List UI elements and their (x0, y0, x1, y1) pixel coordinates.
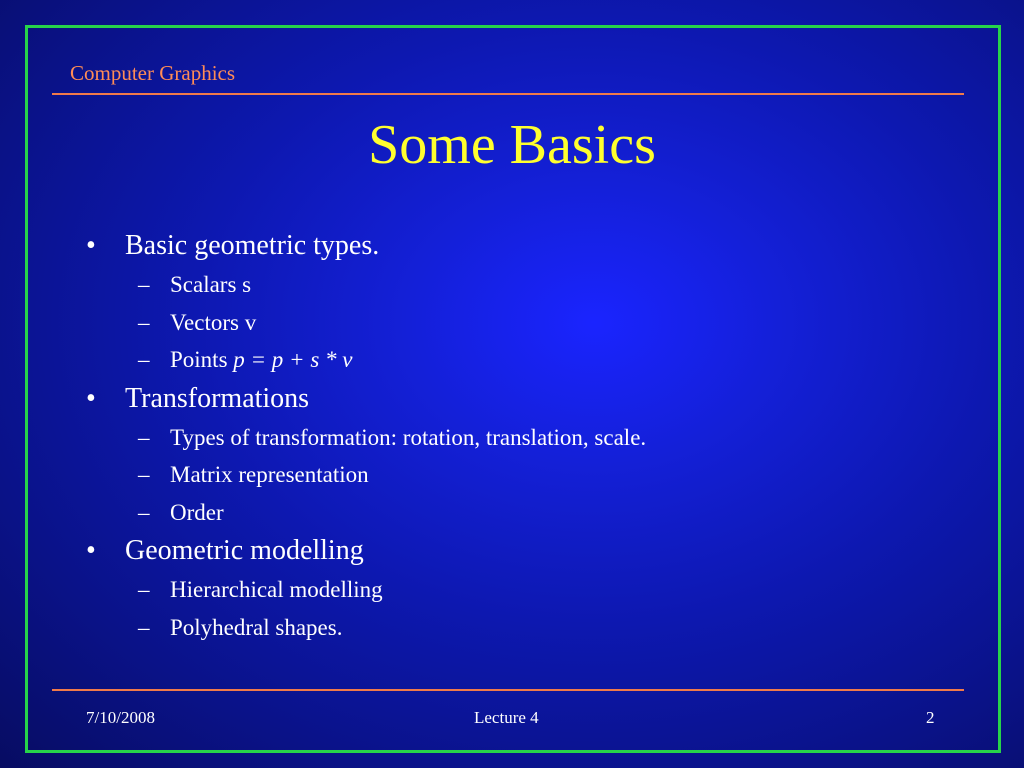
sub-bullet-text: Vectors v (170, 309, 257, 335)
bullet-text: Transformations (125, 382, 310, 414)
sub-bullet-list (86, 266, 946, 379)
sub-bullet-item (86, 341, 946, 379)
dash-marker: – (138, 309, 150, 335)
bullet-item (86, 226, 946, 266)
sub-bullet-text: Scalars s (170, 272, 252, 297)
footer-divider (52, 689, 964, 691)
dash-marker: – (138, 347, 150, 372)
course-header: Computer Graphics (70, 61, 236, 85)
bullet-marker: • (86, 230, 96, 261)
sub-bullet-item (86, 419, 946, 457)
bullet-text: Basic geometric types. (125, 230, 380, 261)
footer-page-number: 2 (926, 708, 935, 727)
sub-bullet-item (86, 304, 946, 342)
dash-marker: – (138, 462, 150, 487)
footer-date: 7/10/2008 (86, 708, 155, 727)
sub-bullet-text: Types of transformation: rotation, translation, scale. (170, 424, 647, 450)
bullet-list (86, 226, 946, 646)
sub-bullet-item (86, 494, 946, 532)
sub-bullet-text: Matrix representation (170, 462, 369, 487)
bullet-text: Geometric modelling (125, 535, 364, 566)
dash-marker: – (138, 424, 150, 450)
sub-bullet-item (86, 609, 946, 647)
dash-marker: – (138, 614, 150, 640)
sub-bullet-text: Points (170, 347, 228, 372)
bullet-item (86, 531, 946, 571)
slide-title: Some Basics (368, 114, 656, 176)
bullet-marker: • (86, 535, 96, 566)
bullet-marker: • (86, 382, 96, 414)
bullet-item (86, 379, 946, 419)
dash-marker: – (138, 499, 150, 525)
sub-bullet-list (86, 419, 946, 532)
sub-bullet-text: Hierarchical modelling (170, 577, 383, 602)
header-divider (52, 93, 964, 95)
footer-lecture: Lecture 4 (474, 708, 539, 727)
sub-bullet-item (86, 266, 946, 304)
sub-bullet-item (86, 571, 946, 609)
points-formula: p = p + s * v (233, 347, 353, 372)
sub-bullet-list (86, 571, 946, 646)
sub-bullet-text: Polyhedral shapes. (170, 614, 343, 640)
dash-marker: – (138, 577, 150, 602)
sub-bullet-item (86, 456, 946, 494)
dash-marker: – (138, 272, 150, 297)
sub-bullet-text: Order (170, 499, 224, 525)
